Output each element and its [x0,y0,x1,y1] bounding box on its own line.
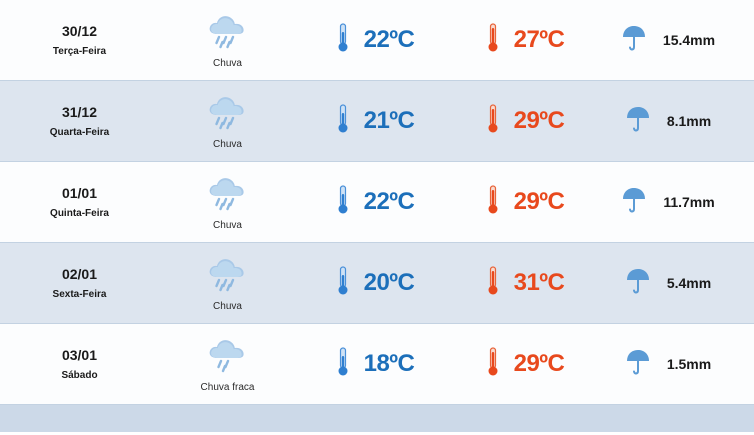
forecast-min-temp: 22ºC [363,26,415,53]
table-row[interactable] [0,0,754,81]
forecast-rain-amount: 15.4mm [662,32,716,48]
thermometer-cold-icon [336,265,350,302]
forecast-date-cell [0,346,155,382]
forecast-rain-cell [600,104,754,139]
umbrella-icon [621,23,647,58]
forecast-max-temp: 29ºC [513,350,565,377]
thermometer-hot-icon [486,265,500,302]
forecast-max-temp-cell [450,184,600,221]
forecast-max-temp-cell [450,346,600,383]
table-row[interactable] [0,81,754,162]
forecast-date: 31/12 [61,104,98,121]
forecast-max-temp-cell [450,22,600,59]
forecast-max-temp-cell [450,265,600,302]
forecast-min-temp: 18ºC [363,350,415,377]
forecast-date: 30/12 [61,23,98,40]
thermometer-cold-icon [336,346,350,383]
rain-cloud-icon [205,174,251,217]
forecast-min-temp: 20ºC [363,269,415,296]
forecast-weekday: Sexta-Feira [52,288,107,300]
forecast-condition-cell [155,336,300,393]
forecast-rain-amount: 5.4mm [666,275,712,291]
forecast-weekday: Sábado [61,369,98,381]
forecast-date: 03/01 [61,347,98,364]
forecast-rain-amount: 11.7mm [663,194,715,210]
umbrella-icon [625,347,651,382]
forecast-min-temp-cell [300,22,450,59]
forecast-footer-strip [0,405,754,432]
rain-cloud-icon [205,336,251,379]
forecast-date-cell [0,265,155,301]
forecast-rain-amount: 8.1mm [666,113,712,129]
forecast-weekday: Terça-Feira [52,45,107,57]
forecast-min-temp-cell [300,346,450,383]
forecast-rain-amount: 1.5mm [666,356,712,372]
umbrella-icon [625,266,651,301]
forecast-condition-cell [155,93,300,150]
rain-cloud-icon [205,12,251,55]
forecast-max-temp-cell [450,103,600,140]
forecast-date-cell [0,184,155,220]
forecast-date: 01/01 [61,185,98,202]
table-row[interactable] [0,324,754,405]
forecast-min-temp-cell [300,103,450,140]
forecast-rain-cell [600,266,754,301]
thermometer-cold-icon [336,22,350,59]
forecast-condition-cell [155,255,300,312]
forecast-date: 02/01 [61,266,98,283]
forecast-rain-cell [600,347,754,382]
forecast-condition-label: Chuva [213,300,242,312]
forecast-min-temp-cell [300,184,450,221]
forecast-condition-cell [155,174,300,231]
forecast-weekday: Quarta-Feira [49,126,110,138]
forecast-condition-label: Chuva fraca [200,381,255,393]
umbrella-icon [625,104,651,139]
forecast-rain-cell [600,23,754,58]
forecast-rain-cell [600,185,754,220]
forecast-date-cell [0,103,155,139]
forecast-min-temp: 22ºC [363,188,415,215]
forecast-min-temp-cell [300,265,450,302]
thermometer-hot-icon [486,184,500,221]
forecast-condition-label: Chuva [213,219,242,231]
thermometer-cold-icon [336,184,350,221]
table-row[interactable] [0,162,754,243]
forecast-max-temp: 27ºC [513,26,565,53]
forecast-max-temp: 29ºC [513,107,565,134]
thermometer-hot-icon [486,103,500,140]
table-row[interactable] [0,243,754,324]
forecast-condition-label: Chuva [213,138,242,150]
rain-cloud-icon [205,255,251,298]
umbrella-icon [621,185,647,220]
forecast-max-temp: 31ºC [513,269,565,296]
thermometer-hot-icon [486,22,500,59]
forecast-condition-cell [155,12,300,69]
forecast-condition-label: Chuva [213,57,242,69]
forecast-min-temp: 21ºC [363,107,415,134]
rain-cloud-icon [205,93,251,136]
thermometer-cold-icon [336,103,350,140]
forecast-weekday: Quinta-Feira [50,207,109,219]
forecast-max-temp: 29ºC [513,188,565,215]
forecast-date-cell [0,22,155,58]
thermometer-hot-icon [486,346,500,383]
